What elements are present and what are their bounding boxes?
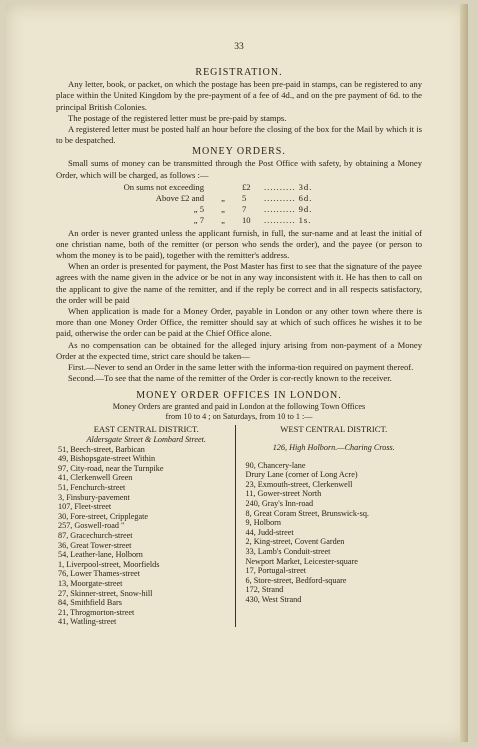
list-item: Newport Market, Leicester-square (245, 556, 358, 566)
rate-row (96, 182, 422, 193)
list-item: 90, Chancery-lane (245, 460, 306, 470)
book-page (6, 4, 468, 742)
offices-note-line-1: Money Orders are granted and paid in London at the following Town Offices (112, 402, 366, 412)
west-central-heading: WEST CENTRAL DISTRICT. (280, 424, 388, 435)
list-item: 49, Bishopsgate-street Within (58, 454, 156, 464)
list-item: 1, Liverpool-street, Moorfields (58, 559, 160, 569)
list-item: 6, Store-street, Bedford-square (245, 575, 347, 585)
list-item: 107, Fleet-street (58, 502, 112, 512)
list-item: 11, Gower-street North (245, 489, 322, 499)
rate-charge: .......... 9d. (264, 204, 313, 215)
rate-limit: £2 (242, 181, 251, 192)
order-application-paragraph: When application is made for a Money Order, payable in London or any other town where there is more than one Money Order Office, the remitter should say at which of such offices he wishes it to be paid, otherwise the order can be paid at the Chief Office alone. (56, 306, 422, 339)
list-item: 13, Moorgate-street (58, 578, 123, 588)
order-second-rule: Second.—To see that the name of the remitter of the Order is cor-rectly known to the receiver. (68, 373, 392, 384)
rate-row (96, 204, 422, 215)
rate-limit: 10 (242, 215, 251, 226)
rate-condition: „ 7 (193, 215, 204, 226)
list-item: 76, Lower Thames-street (58, 569, 140, 579)
rate-limit: 5 (242, 193, 247, 204)
list-item: 257, Goswell-road " (58, 521, 125, 531)
list-item: 97, City-road, near the Turnpike (58, 463, 164, 473)
list-item: 9, Holborn (245, 518, 281, 528)
rate-row (96, 215, 422, 226)
offices-columns (56, 425, 422, 626)
order-requirements-paragraph: An order is never granted unless the applicant furnish, in full, the sur-name and at least the initial of one christian name, both of the remitter (or person who sends the order), and the payee (or person to whom the money is to be paid), together with the remitter's address. (56, 227, 422, 261)
west-central-subheading: 126, High Holborn.—Charing Cross. (272, 443, 395, 453)
list-item: 54, Leather-lane, Holborn (58, 550, 143, 560)
registration-paragraph-2: The postage of the registered letter must be pre-paid by stamps. (68, 112, 287, 123)
rate-ditto: „ (221, 193, 225, 204)
list-item: 17, Portugal-street (245, 566, 306, 576)
registration-paragraph-1: Any letter, book, or packet, on which the postage has been pre-paid in stamps, can be registered to any place within the United Kingdom by the pre-payment of a fee of 4d., and on the pre payment of 6d. to the principal British Colonies. (56, 79, 422, 112)
list-item: 2, King-street, Covent Garden (245, 537, 345, 547)
list-item: 36, Great Tower-street (58, 540, 132, 550)
list-item: Drury Lane (corner of Long Acre) (245, 470, 358, 480)
rate-row (96, 193, 422, 204)
money-orders-intro: Small sums of money can be transmitted through the Post Office with safety, by obtaining a Money Order, which will be charged, as follows :— (56, 158, 422, 180)
rate-ditto: „ (221, 215, 225, 226)
list-item: 44, Judd-street (245, 527, 294, 537)
list-item: 240, Gray's Inn-road (245, 499, 314, 509)
offices-note-line-2: from 10 to 4 ; on Saturdays, from 10 to 1 :— (165, 412, 313, 422)
list-item: 8, Great Coram Street, Brunswick-sq. (245, 508, 369, 518)
rate-limit: 7 (242, 204, 247, 215)
page-spine (460, 4, 468, 742)
page-content (56, 42, 422, 627)
list-item: 27, Skinner-street, Snow-hill (58, 588, 153, 598)
list-item: 51, Fenchurch-street (58, 483, 126, 493)
rate-charge: .......... 3d. (264, 181, 313, 192)
list-item: 41, Watling-street (58, 617, 117, 627)
order-compensation-paragraph: As no compensation can be obtained for the alleged injury arising from non-payment of a Money Order at the expected time, strict care should be taken— (56, 339, 422, 361)
rate-ditto (204, 182, 242, 193)
west-central-column (235, 425, 423, 626)
list-item: 21, Throgmorton-street (58, 607, 135, 617)
rate-table (96, 182, 422, 227)
list-item: 3, Finsbury-pavement (58, 492, 130, 502)
east-central-column (56, 425, 235, 626)
list-item: 84, Smithfield Bars (58, 598, 122, 608)
rate-ditto: „ (221, 204, 225, 215)
order-presented-paragraph: When an order is presented for payment, the Post Master has first to see that the signature of the payee agrees with the name given in the advice or be not in any way inconsistent with it. He has then to call on the applicant to give the name of the remitter, and if the reply be correct and in all respects satisfactory, the order will be paid (56, 261, 422, 305)
list-item: 30, Fore-street, Cripplegate (58, 511, 149, 521)
registration-heading: REGISTRATION. (195, 67, 283, 79)
east-central-subheading: Aldersgate Street & Lombard Street. (86, 435, 206, 445)
rate-condition: On sums not exceeding (123, 181, 204, 192)
list-item: 41, Clerkenwell Green (58, 473, 133, 483)
east-central-heading: EAST CENTRAL DISTRICT. (93, 424, 199, 435)
registration-paragraph-3: A registered letter must be posted half an hour before the closing of the box for the Mail by which it is to be despatched. (56, 124, 422, 146)
list-item: 23, Exmouth-street, Clerkenwell (245, 479, 353, 489)
rate-charge: .......... 6d. (264, 193, 313, 204)
rate-condition: „ 5 (193, 204, 204, 215)
money-orders-heading: MONEY ORDERS. (192, 146, 286, 158)
list-item: 430, West Strand (245, 594, 302, 604)
offices-heading: MONEY ORDER OFFICES IN LONDON. (136, 390, 342, 402)
list-item: 172, Strand (245, 585, 284, 595)
order-first-rule: First.—Never to send an Order in the same letter with the informa-tion required on payment thereof. (68, 362, 414, 373)
rate-charge: .......... 1s. (264, 215, 312, 226)
page-number: 33 (234, 42, 244, 52)
rate-condition: Above £2 and (155, 193, 204, 204)
list-item: 33, Lamb's Conduit-street (245, 547, 331, 557)
list-item: 87, Gracechurch-street (58, 531, 133, 541)
list-item: 51, Beech-street, Barbican (58, 444, 145, 454)
